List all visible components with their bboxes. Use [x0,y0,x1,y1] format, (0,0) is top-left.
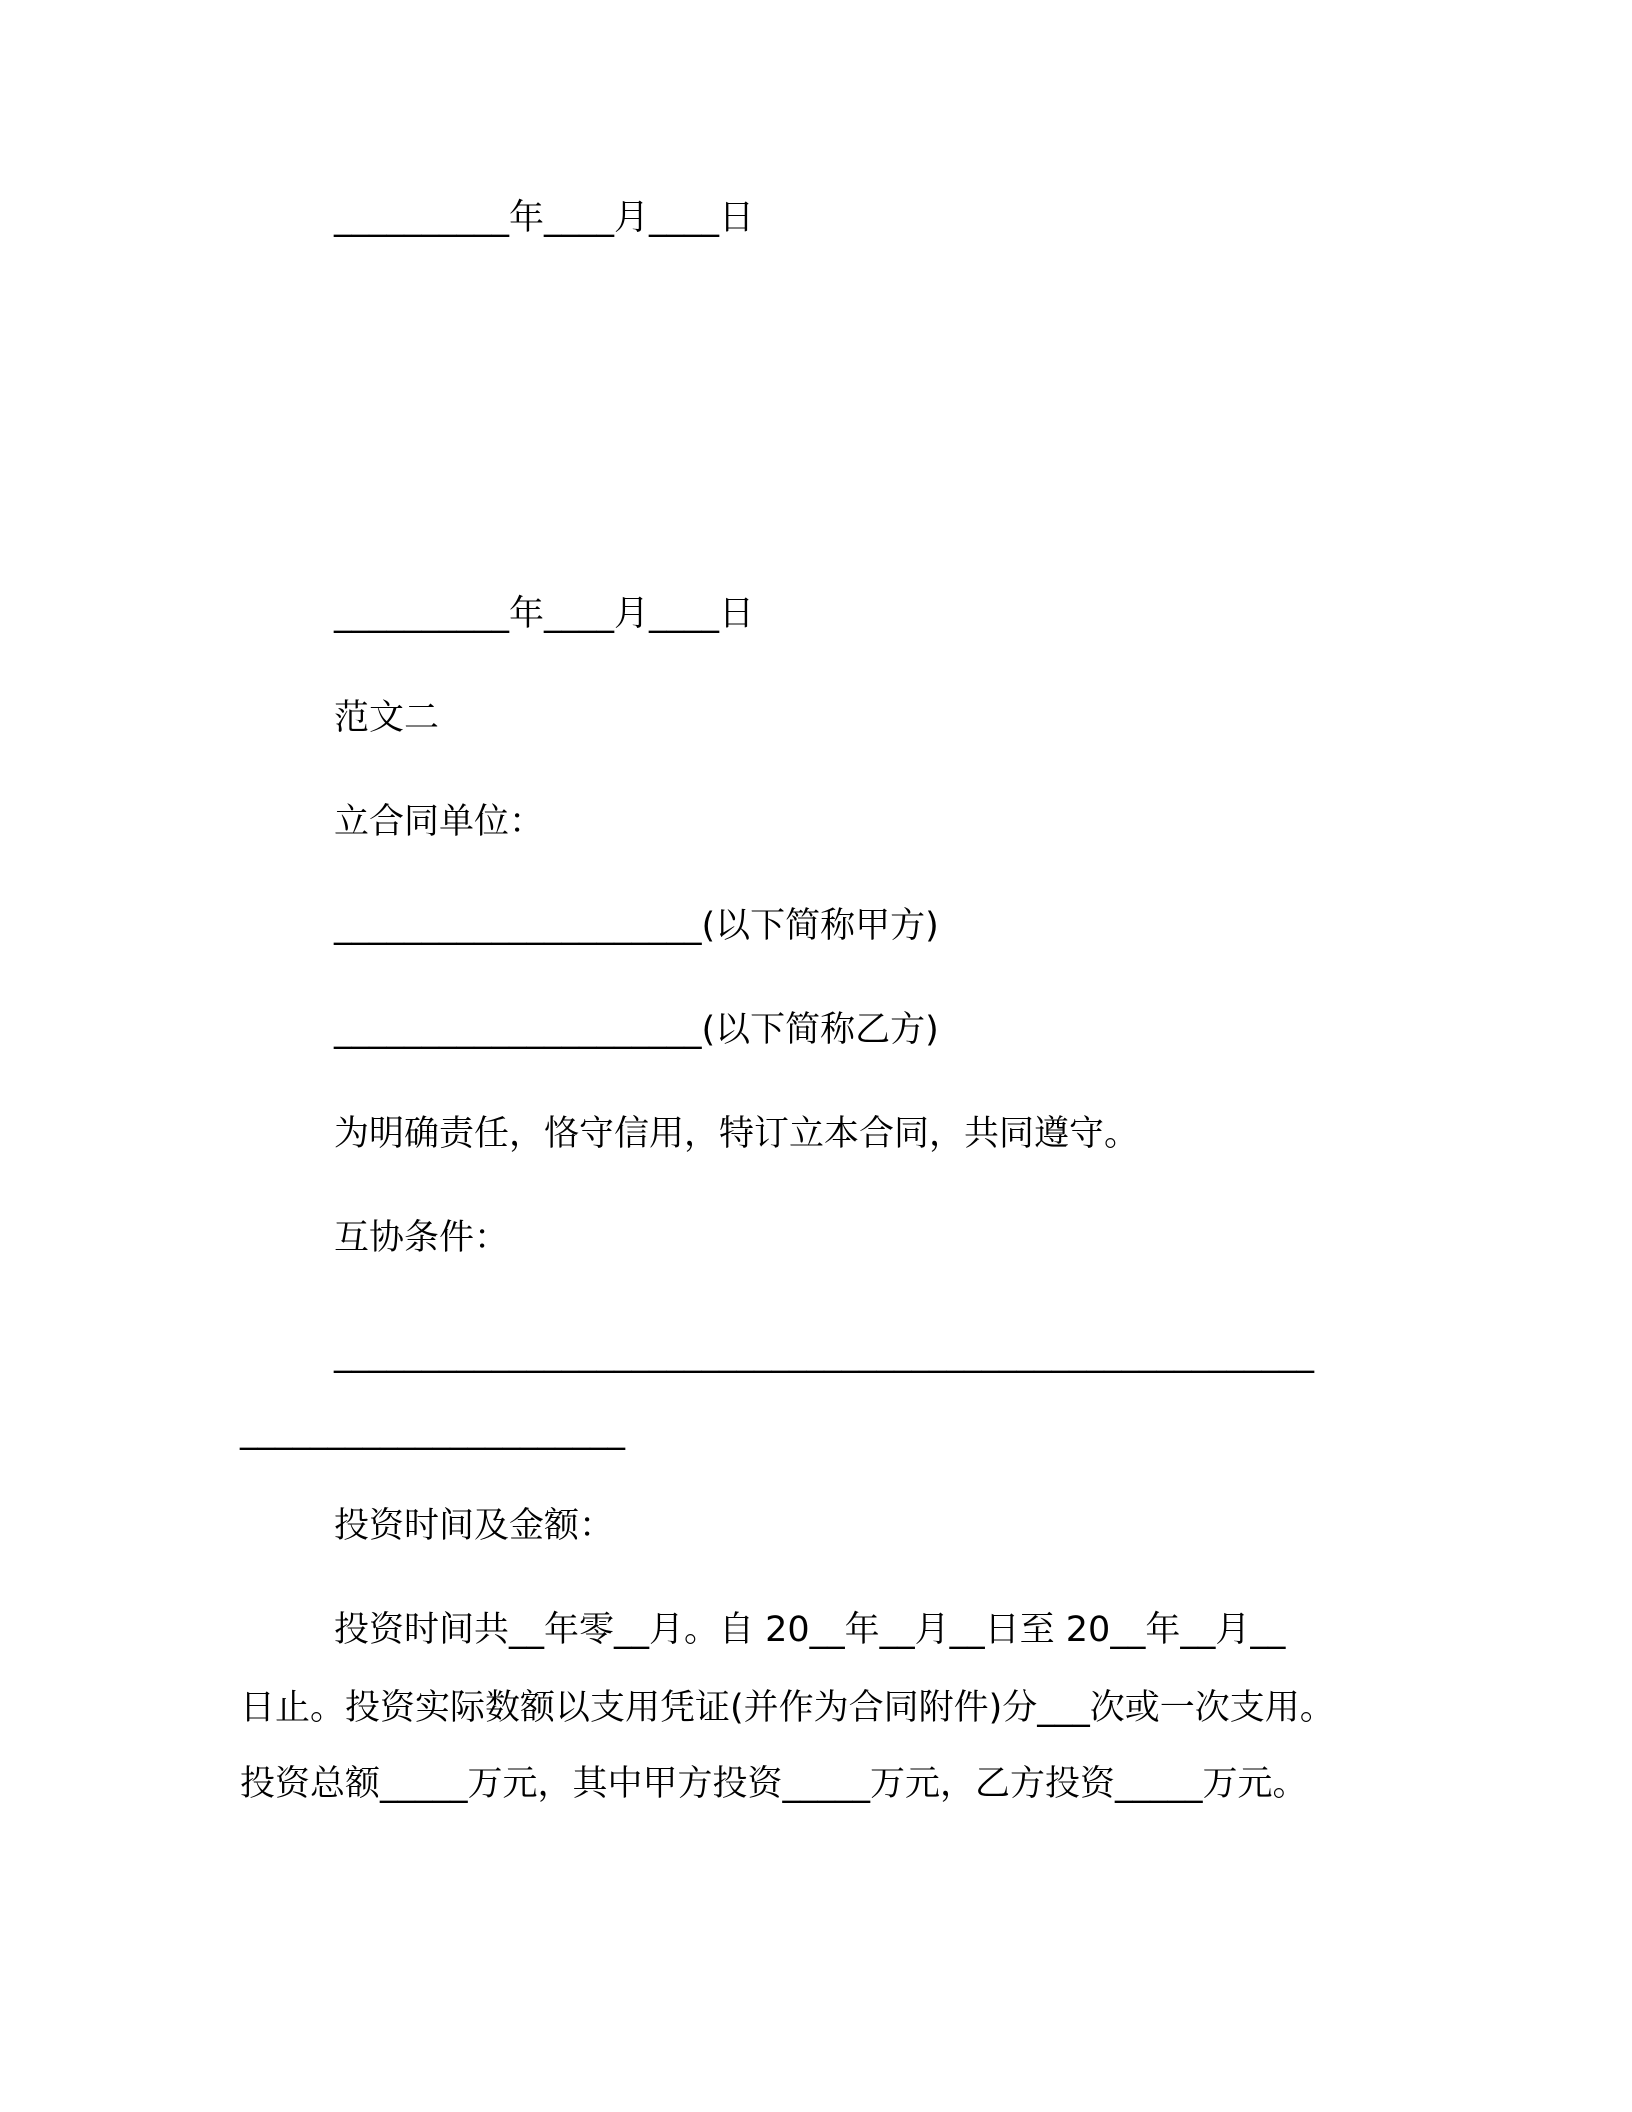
date-line-2: __________年____月____日 [334,594,755,634]
section-heading: 范文二 [334,698,440,738]
party-a-line: _____________________(以下简称甲方) [334,906,939,946]
investment-para-line-3: 投资总额_____万元，其中甲方投资_____万元，乙方投资_____万元。 [240,1764,1308,1804]
contract-parties-label: 立合同单位： [334,802,545,842]
blank-line-2: ______________________ [240,1411,625,1451]
investment-label: 投资时间及金额： [334,1506,615,1546]
blank-line-1: ________________________________________________________ [334,1334,1314,1374]
cooperation-label: 互协条件： [334,1218,510,1258]
date-line-1: __________年____月____日 [334,198,755,238]
investment-para-line-1: 投资时间共__年零__月。自 20__年__月__日至 20__年__月__ [334,1610,1286,1650]
purpose-statement: 为明确责任，恪守信用，特订立本合同，共同遵守。 [334,1114,1140,1154]
party-b-line: _____________________(以下简称乙方) [334,1010,939,1050]
investment-para-line-2: 日止。投资实际数额以支用凭证(并作为合同附件)分___次或一次支用。 [240,1688,1335,1728]
